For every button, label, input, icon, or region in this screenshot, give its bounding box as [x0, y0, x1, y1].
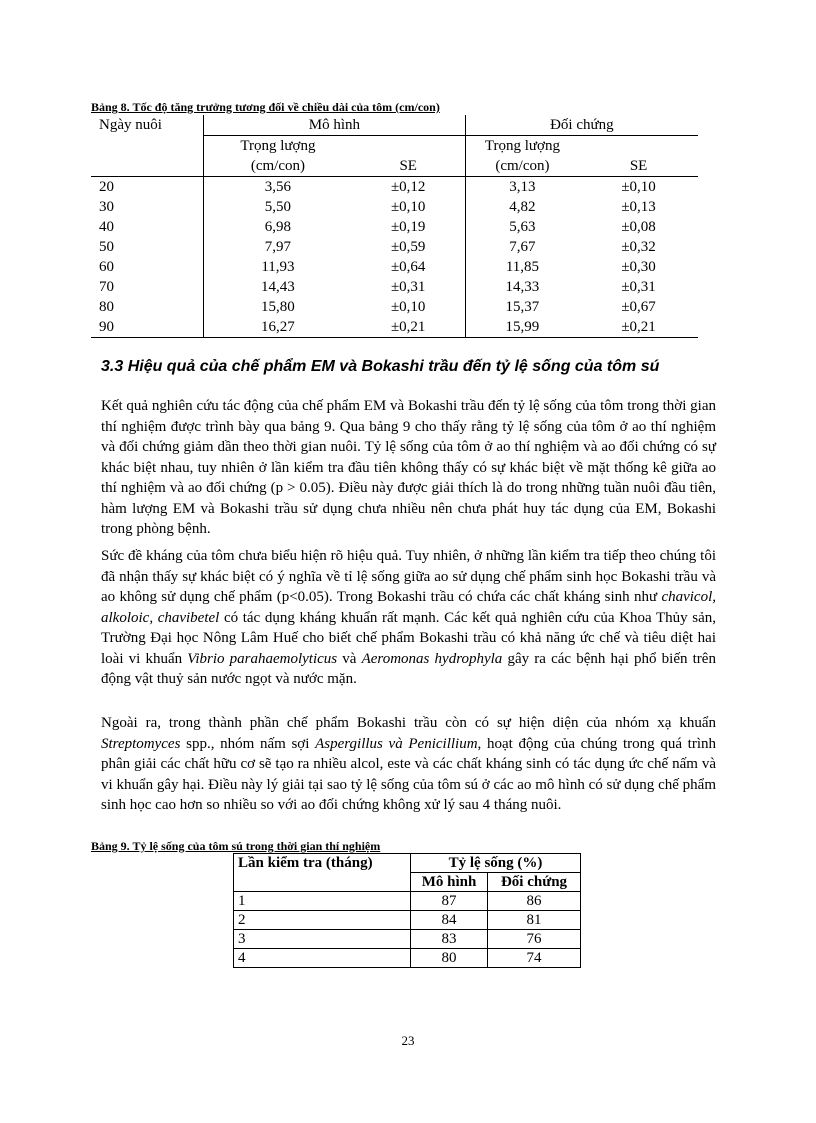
table-row — [91, 237, 698, 257]
text-run: có tác dụng kháng khuẩn rất mạnh. Các kết quả nghiên cứu của Khoa Thủy sản, Trường Đại học Nông Lâm Huế cho biết chế phẩm Bokashi trầu có khả năng ức chế và tiêu diệt hai loài vi khuẩn — [101, 609, 716, 667]
control-se-cell: ±0,10 — [621, 179, 656, 195]
check-cell: 4 — [234, 949, 411, 968]
model-se-header: SE — [352, 156, 465, 177]
model-cell: 80 — [411, 949, 488, 968]
italic-run: Aeromonas hydrophyla — [361, 650, 503, 667]
model-value-cell: 15,80 — [204, 297, 352, 317]
control-se-cell: ±0,08 — [621, 219, 656, 235]
day-cell: 40 — [99, 219, 114, 235]
day-cell: 70 — [99, 279, 114, 295]
survival-table — [233, 853, 581, 968]
paragraph-3 — [101, 713, 716, 816]
model-se-cell: ±0,59 — [390, 239, 426, 255]
table-row — [91, 197, 698, 217]
text-run: , hoạt động của chúng trong quá trình phân giải các chất hữu cơ sẽ tạo ra nhiều alcol, este và các chất kháng sinh có tác dụng ức chế nấm và vi khuẩn gây hại. Điều này lý giải tại sao tỷ lệ sống của tôm sú ở các ao mô hình có sử dụng chế phẩm sinh học cao hơn so nhiều so với ao đối chứng không xử lý sau 4 tháng nuôi. — [101, 735, 716, 813]
model-se-cell: ±0,64 — [390, 259, 426, 275]
day-cell: 50 — [99, 239, 114, 255]
check-column-header: Lần kiểm tra (tháng) — [234, 854, 411, 892]
control-weight-header: Trọng lượng — [465, 136, 579, 157]
table-row — [234, 911, 581, 930]
text-run: spp., nhóm nấm sợi — [180, 735, 316, 752]
text-run: gây ra các bệnh hại phổ biến trên động vật thuỷ sản nước ngọt và nước mặn. — [101, 650, 716, 687]
table-row — [91, 297, 698, 317]
model-cell: 87 — [411, 892, 488, 911]
table-row — [91, 177, 698, 198]
day-cell: 80 — [99, 299, 114, 315]
control-se-cell: ±0,31 — [621, 279, 656, 295]
italic-run: Streptomyces — [101, 735, 181, 752]
control-value-cell: 15,99 — [465, 317, 579, 338]
model-se-cell: ±0,10 — [390, 299, 426, 315]
control-se-cell: ±0,30 — [621, 259, 656, 275]
control-cell: 76 — [488, 930, 581, 949]
model-value-cell: 5,50 — [204, 197, 352, 217]
check-cell: 1 — [234, 892, 411, 911]
check-cell: 3 — [234, 930, 411, 949]
control-value-cell: 14,33 — [465, 277, 579, 297]
page-number: 23 — [401, 1033, 415, 1048]
model-se-cell: ±0,10 — [390, 199, 426, 215]
control-value-cell: 3,13 — [465, 177, 579, 198]
section-heading: 3.3 Hiệu quả của chế phẩm EM và Bokashi trầu đến tỷ lệ sống của tôm sú — [101, 358, 660, 375]
model-value-cell: 16,27 — [204, 317, 352, 338]
day-cell: 90 — [91, 317, 204, 338]
table-row — [91, 277, 698, 297]
model-value-cell: 11,93 — [204, 257, 352, 277]
text-run: Ngoài ra, trong thành phần chế phẩm Bokashi trầu còn có sự hiện diện của nhóm xạ khuẩn — [101, 715, 716, 731]
model-value-cell: 6,98 — [204, 217, 352, 237]
rate-group-header: Tỷ lệ sống (%) — [411, 854, 581, 873]
control-se-header: SE — [579, 156, 698, 177]
italic-run: chavicol, alkoloic, chavibetel — [101, 589, 716, 626]
control-se-cell: ±0,21 — [579, 317, 698, 338]
table8-caption: Bảng 8. Tốc độ tăng trưởng tương đối về chiều dài của tôm (cm/con) — [91, 100, 440, 114]
control-se-cell: ±0,13 — [621, 199, 656, 215]
check-cell: 2 — [234, 911, 411, 930]
text-run: Sức đề kháng của tôm chưa biểu hiện rõ hiệu quả. Tuy nhiên, ở những lần kiểm tra tiếp theo chúng tôi đã nhận thấy sự khác biệt có ý nghĩa về tỉ lệ sống giữa ao sử dụng chế phẩm sinh học Bokashi trầu và ao không sử dụng chế phẩm (p<0.05). Trong Bokashi trầu có chứa các chất kháng sinh như — [101, 548, 716, 605]
model-se-cell: ±0,19 — [390, 219, 426, 235]
control-weight-unit: (cm/con) — [465, 156, 579, 177]
control-se-cell: ±0,32 — [621, 239, 656, 255]
growth-table — [91, 115, 698, 338]
day-cell: 20 — [99, 179, 114, 195]
model-weight-unit: (cm/con) — [204, 156, 352, 177]
control-value-cell: 4,82 — [465, 197, 579, 217]
model-cell: 83 — [411, 930, 488, 949]
model-value-cell: 7,97 — [204, 237, 352, 257]
model-value-cell: 14,43 — [204, 277, 352, 297]
table-row — [91, 317, 698, 338]
day-cell: 30 — [99, 199, 114, 215]
control-cell: 74 — [488, 949, 581, 968]
control-value-cell: 11,85 — [465, 257, 579, 277]
model-value-cell: 3,56 — [204, 177, 352, 198]
model-se-cell: ±0,31 — [390, 279, 426, 295]
model-se-cell: ±0,21 — [352, 317, 465, 338]
model-se-cell: ±0,12 — [390, 179, 426, 195]
paragraph-1: Kết quả nghiên cứu tác động của chế phẩm EM và Bokashi trầu đến tỷ lệ sống của tôm trong thời gian thí nghiệm được trình bày qua bảng 9. Qua bảng 9 cho thấy rằng tỷ lệ sống của tôm ở ao thí nghiệm và đối chứng giảm dần theo thời gian nuôi. Tỷ lệ sống của tôm ở ao thí nghiệm và ao đối chứng có sự khác biệt nhau, tuy nhiên ở lần kiểm tra đầu tiên không thấy có sự khác biệt về mặt thống kê giữa ao thí nghiệm và ao đối chứng (p > 0.05). Điều này được giải thích là do trong những tuần nuôi đầu tiên, hàm lượng EM và Bokashi trầu sử dụng chưa nhiều nên chưa phát huy tác dụng của EM, Bokashi trong phòng bệnh. — [101, 398, 716, 537]
table9-caption: Bảng 9. Tỷ lệ sống của tôm sú trong thời gian thí nghiệm — [91, 839, 381, 853]
table-row — [234, 930, 581, 949]
paragraph-2 — [101, 546, 716, 690]
text-run: và — [337, 650, 362, 667]
control-group-header: Đối chứng — [465, 115, 698, 136]
control-cell: 81 — [488, 911, 581, 930]
control-se-cell: ±0,67 — [621, 299, 656, 315]
day-column-header: Ngày nuôi — [99, 117, 162, 133]
control-header: Đối chứng — [488, 873, 581, 892]
model-header: Mô hình — [411, 873, 488, 892]
table-row — [234, 949, 581, 968]
control-value-cell: 5,63 — [465, 217, 579, 237]
model-weight-header: Trọng lượng — [204, 136, 352, 157]
day-cell: 60 — [99, 259, 114, 275]
model-cell: 84 — [411, 911, 488, 930]
italic-run: Aspergillus và Penicillium — [315, 735, 478, 752]
table-row — [91, 257, 698, 277]
control-value-cell: 15,37 — [465, 297, 579, 317]
control-value-cell: 7,67 — [465, 237, 579, 257]
italic-run: Vibrio parahaemolyticus — [187, 650, 338, 667]
control-cell: 86 — [488, 892, 581, 911]
table-row — [234, 892, 581, 911]
model-group-header: Mô hình — [204, 115, 466, 136]
table-row — [91, 217, 698, 237]
